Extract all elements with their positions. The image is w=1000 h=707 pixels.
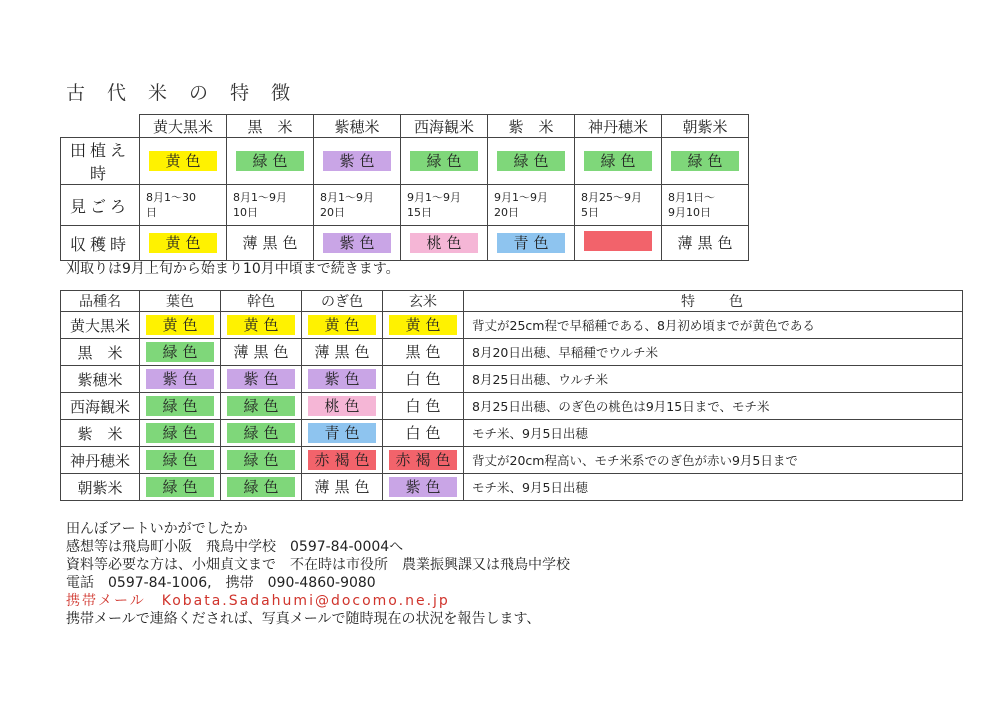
color-chip: 黒色 — [405, 343, 446, 361]
color-chip: 桃色 — [308, 396, 376, 416]
color-chip: 緑色 — [227, 450, 295, 470]
variety-header-row — [61, 291, 963, 312]
variety-row — [61, 366, 963, 393]
color-chip: 緑色 — [146, 450, 214, 470]
schedule-header-row — [61, 115, 749, 138]
feature-cell: 8月25日出穂、のぎ色の桃色は9月15日まで、モチ米 — [464, 393, 963, 420]
page-title: 古代米の特徴 — [66, 82, 313, 104]
color-chip: 黄色 — [149, 151, 217, 171]
color-chip: 白色 — [405, 370, 446, 388]
color-chip: 緑色 — [410, 151, 478, 171]
color-chip: 薄黒色 — [242, 234, 303, 252]
footer-line: 田んぼアートいかがでしたか — [66, 521, 248, 537]
variety-row — [61, 312, 963, 339]
col-header: 玄米 — [383, 291, 464, 312]
color-chip: 黄色 — [146, 315, 214, 335]
color-chip: 白色 — [405, 424, 446, 442]
color-chip: 青色 — [497, 233, 565, 253]
col-header: 黄大黒米 — [140, 115, 227, 138]
footer-line: 感想等は飛鳥町小阪 飛鳥中学校 0597-84-0004へ — [66, 539, 404, 555]
color-chip: 黄色 — [308, 315, 376, 335]
col-header: 神丹穂米 — [575, 115, 662, 138]
schedule-table — [60, 114, 749, 261]
variety-row — [61, 474, 963, 501]
date-cell: 8月1日～ 9月10日 — [662, 185, 749, 226]
feature-cell: 8月20日出穂、早稲種でウルチ米 — [464, 339, 963, 366]
col-header: 黒 米 — [227, 115, 314, 138]
color-chip: 緑色 — [146, 477, 214, 497]
color-chip: 黄色 — [389, 315, 457, 335]
variety-name: 黄大黒米 — [61, 312, 140, 339]
color-chip: 白色 — [405, 397, 446, 415]
variety-name: 神丹穂米 — [61, 447, 140, 474]
color-chip: 緑色 — [227, 396, 295, 416]
color-chip: 紫色 — [323, 233, 391, 253]
col-header: 品種名 — [61, 291, 140, 312]
col-header: 紫穂米 — [314, 115, 401, 138]
variety-row — [61, 447, 963, 474]
date-cell: 8月1～9月 20日 — [314, 185, 401, 226]
footer-line: 電話 0597-84-1006, 携帯 090-4860-9080 — [66, 575, 376, 591]
color-chip: 緑色 — [146, 423, 214, 443]
schedule-row-planting — [61, 138, 749, 185]
color-chip: 緑色 — [236, 151, 304, 171]
feature-cell: 背丈が25cm程で早稲種である、8月初め頃までが黄色である — [464, 312, 963, 339]
col-header: 西海観米 — [401, 115, 488, 138]
date-cell: 8月25～9月 5日 — [575, 185, 662, 226]
color-chip: 赤褐色 — [389, 450, 457, 470]
variety-row — [61, 339, 963, 366]
variety-name: 西海観米 — [61, 393, 140, 420]
color-chip: 薄黒色 — [314, 478, 375, 496]
color-chip: 緑色 — [146, 396, 214, 416]
color-chip — [584, 231, 652, 251]
variety-name: 紫 米 — [61, 420, 140, 447]
row-header: 見ごろ — [61, 185, 140, 226]
color-chip: 薄黒色 — [233, 343, 294, 361]
col-header: 葉色 — [140, 291, 221, 312]
date-cell: 8月1～9月 10日 — [227, 185, 314, 226]
col-header: 特 色 — [464, 291, 963, 312]
footer-line: 携帯メールで連絡くだされば、写真メールで随時現在の状況を報告します、 — [66, 611, 541, 627]
corner-cell — [61, 115, 140, 138]
contact-footer — [66, 520, 570, 628]
color-chip: 薄黒色 — [677, 234, 738, 252]
color-chip: 黄色 — [149, 233, 217, 253]
footer-line: 資料等必要な方は、小畑貞文まで 不在時は市役所 農業振興課又は飛鳥中学校 — [66, 557, 570, 573]
color-chip: 紫色 — [323, 151, 391, 171]
variety-row — [61, 420, 963, 447]
feature-cell: モチ米、9月5日出穂 — [464, 420, 963, 447]
color-chip: 緑色 — [497, 151, 565, 171]
variety-row — [61, 393, 963, 420]
color-chip: 緑色 — [584, 151, 652, 171]
col-header: のぎ色 — [302, 291, 383, 312]
color-chip: 紫色 — [227, 369, 295, 389]
row-header: 田植え時 — [61, 138, 140, 185]
color-chip: 紫色 — [146, 369, 214, 389]
row-header: 収穫時 — [61, 226, 140, 261]
date-cell: 9月1～9月 15日 — [401, 185, 488, 226]
color-chip: 紫色 — [308, 369, 376, 389]
harvest-note: 刈取りは9月上旬から始まり10月中頃まで続きます。 — [66, 261, 400, 277]
col-header: 朝紫米 — [662, 115, 749, 138]
email-line: 携帯メール Kobata.Sadahumi@docomo.ne.jp — [66, 593, 450, 609]
color-chip: 薄黒色 — [314, 343, 375, 361]
col-header: 幹色 — [221, 291, 302, 312]
color-chip: 黄色 — [227, 315, 295, 335]
color-chip: 桃色 — [410, 233, 478, 253]
color-chip: 青色 — [308, 423, 376, 443]
feature-cell: 背丈が20cm程高い、モチ米系でのぎ色が赤い9月5日まで — [464, 447, 963, 474]
variety-name: 紫穂米 — [61, 366, 140, 393]
feature-cell: 8月25日出穂、ウルチ米 — [464, 366, 963, 393]
variety-table — [60, 290, 963, 501]
color-chip: 緑色 — [671, 151, 739, 171]
variety-name: 黒 米 — [61, 339, 140, 366]
col-header: 紫 米 — [488, 115, 575, 138]
color-chip: 紫色 — [389, 477, 457, 497]
schedule-row-harvest — [61, 226, 749, 261]
color-chip: 緑色 — [146, 342, 214, 362]
color-chip: 緑色 — [227, 477, 295, 497]
schedule-row-viewing — [61, 185, 749, 226]
date-cell: 8月1～30 日 — [140, 185, 227, 226]
color-chip: 緑色 — [227, 423, 295, 443]
color-chip: 赤褐色 — [308, 450, 376, 470]
date-cell: 9月1～9月 20日 — [488, 185, 575, 226]
feature-cell: モチ米、9月5日出穂 — [464, 474, 963, 501]
variety-name: 朝紫米 — [61, 474, 140, 501]
